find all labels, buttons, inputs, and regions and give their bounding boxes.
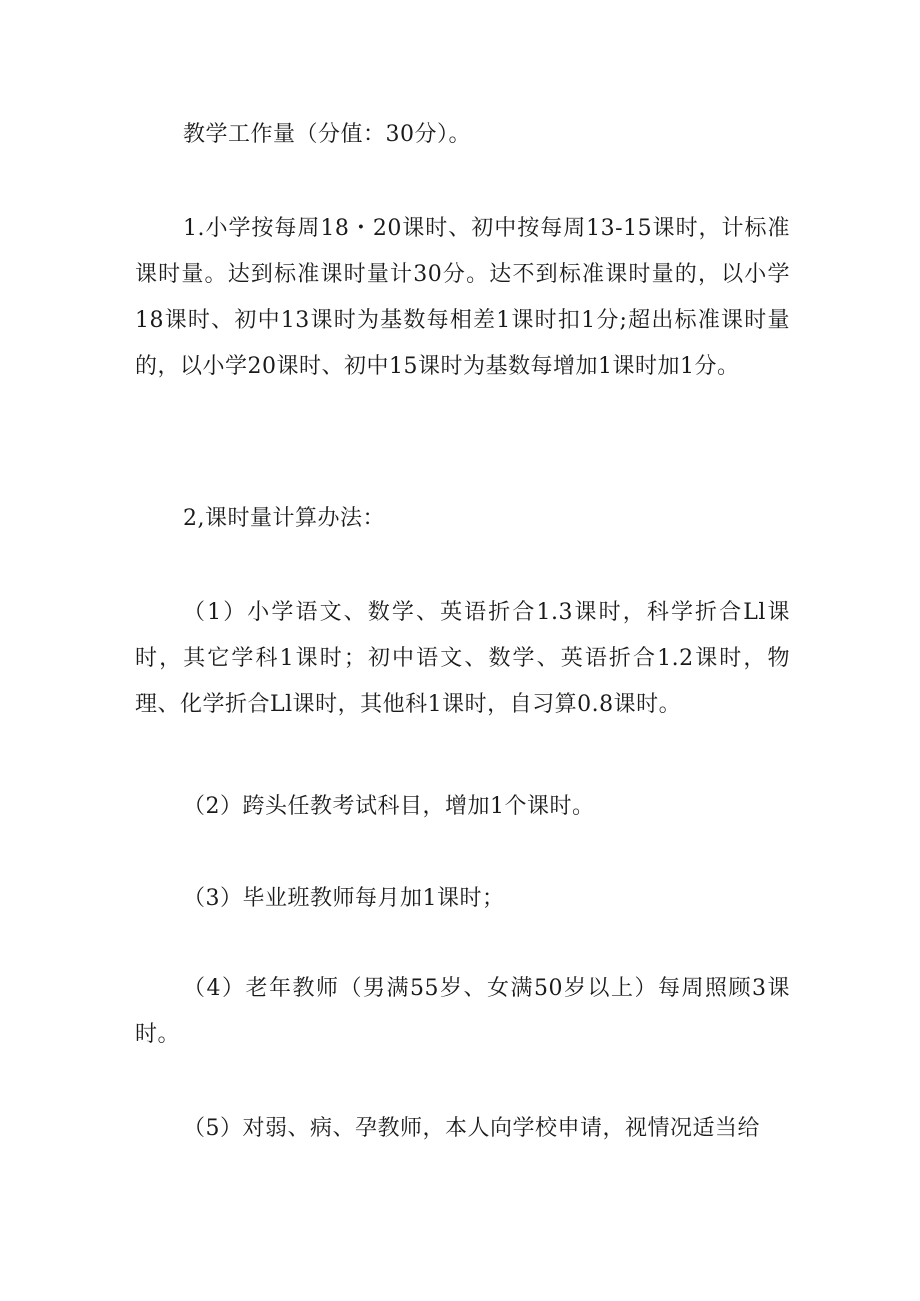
paragraph-item-5: （5）对弱、病、孕教师，本人向学校申请，视情况适当给 [183, 1116, 760, 1141]
paragraph-item-2: （2）跨头任教考试科目，增加1个课时。 [183, 794, 595, 819]
section-heading: 教学工作量（分值：30分）。 [183, 122, 471, 147]
paragraph-standard-hours: 1.小学按每周18・20课时、初中按每周13-15课时，计标准课时量。达到标准课时量计30分。达不到标准课时量的，以小学18课时、初中13课时为基数每相差1课时扣1分;超出标准课时量的，以小学20课时、初中15课时为基数每增加1课时加1分。 [135, 216, 790, 379]
paragraph-item-1: （1）小学语文、数学、英语折合1.3课时，科学折合Ll课时，其它学科1课时；初中语文、数学、英语折合1.2课时，物理、化学折合Ll课时，其他科1课时，自习算0.8课时。 [135, 600, 790, 717]
paragraph-calculation-method: 2,课时量计算办法： [183, 506, 385, 531]
paragraph-item-3: （3）毕业班教师每月加1课时； [183, 886, 505, 911]
paragraph-item-4: （4）老年教师（男满55岁、女满50岁以上）每周照顾3课时。 [135, 976, 790, 1047]
